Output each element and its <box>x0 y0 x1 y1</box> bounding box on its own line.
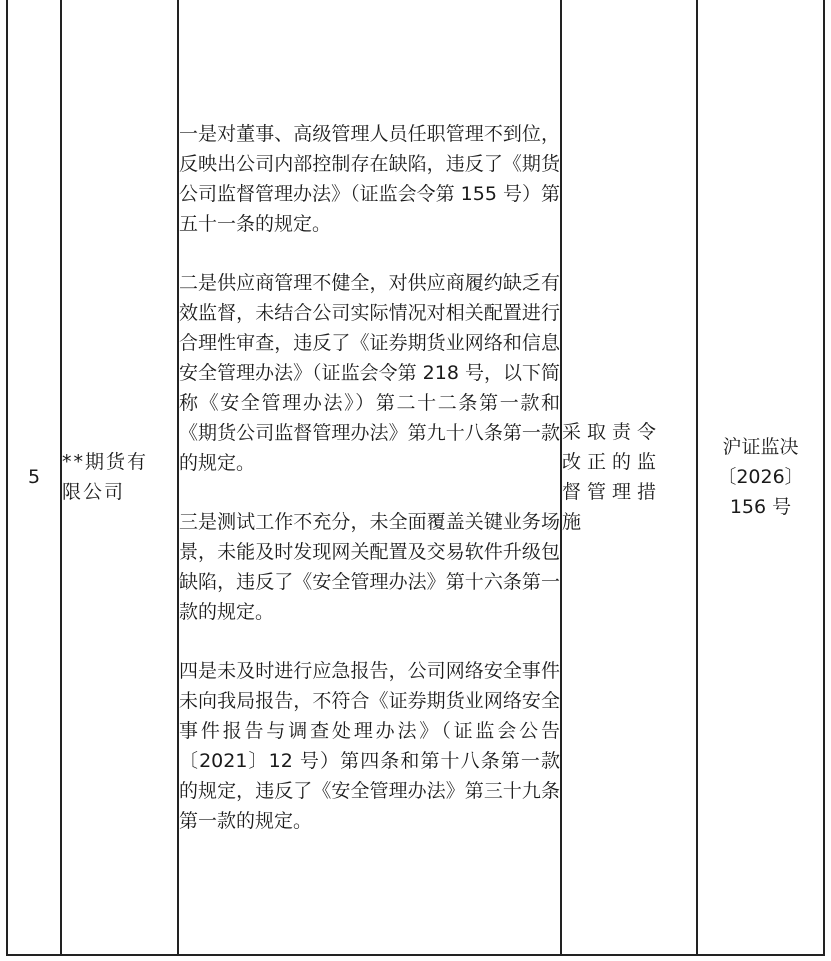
company-name-line: 限公司 <box>62 481 126 503</box>
supervisory-measure-cell <box>561 0 697 955</box>
table-row <box>7 0 824 955</box>
penalty-table <box>6 0 825 956</box>
decision-number-line: 沪证监决 <box>722 436 799 458</box>
decision-number-cell <box>697 0 824 955</box>
company-name-line: **期货有 <box>62 451 149 473</box>
violation-item-3: 三是测试工作不充分，未全面覆盖关键业务场景，未能及时发现网关配置及交易软件升级包缺陷，违反了《安全管理办法》第十六条第一款的规定。 <box>179 510 560 623</box>
decision-number-line: 〔2026〕 <box>717 466 804 488</box>
measure-line: 施 <box>562 511 588 533</box>
violation-item-4: 四是未及时进行应急报告，公司网络安全事件未向我局报告，不符合《证券期货业网络安全事件报告与调查处理办法》（证监会公告〔2021〕12 号）第四条和第十八条第一款的规定，违反了《安全管理办法》第三十九条第一款的规定。 <box>179 659 560 832</box>
decision-number-line: 156 号 <box>729 496 792 518</box>
row-number: 5 <box>7 0 61 955</box>
measure-line: 采取责令 <box>562 421 663 443</box>
measure-line: 督管理措 <box>562 481 663 503</box>
violation-item-1: 一是对董事、高级管理人员任职管理不到位，反映出公司内部控制存在缺陷，违反了《期货公司监督管理办法》（证监会令第 155 号）第五十一条的规定。 <box>179 122 560 235</box>
violation-facts-cell <box>178 0 561 955</box>
measure-line: 改正的监 <box>562 451 663 473</box>
violation-item-2: 二是供应商管理不健全，对供应商履约缺乏有效监督，未结合公司实际情况对相关配置进行合理性审查，违反了《证券期货业网络和信息安全管理办法》（证监会令第 218 号，以下简称《安全管理办法》）第二十二条第一款和《期货公司监督管理办法》第九十八条第一款的规定。 <box>179 271 560 474</box>
company-name-cell <box>61 0 178 955</box>
